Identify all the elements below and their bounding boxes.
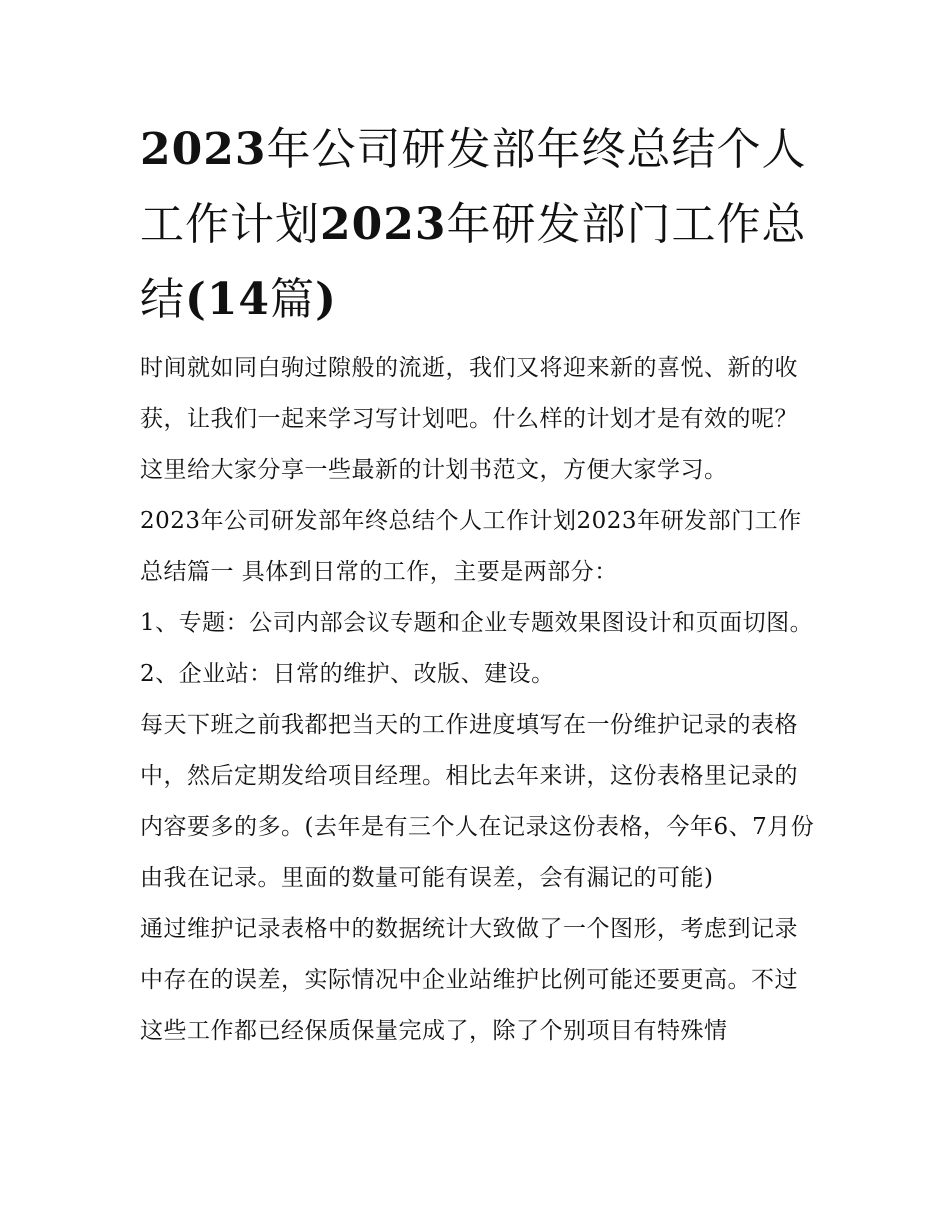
title-part: 2023 (320, 199, 447, 250)
title-part: ) (315, 274, 337, 325)
title-part: (14 (185, 274, 271, 325)
document-page (140, 112, 820, 1057)
paragraph-intro: 时间就如同白驹过隙般的流逝，我们又将迎来新的喜悦、新的收获，让我们一起来学习写计划吧。什么样的计划才是有效的呢？这里给大家分享一些最新的计划书范文，方便大家学习。 (140, 355, 798, 483)
paragraph-daily-records: 每天下班之前我都把当天的工作进度填写在一份维护记录的表格中，然后定期发给项目经理。相比去年来讲，这份表格里记录的内容要多的多。(去年是有三个人在记录这份表格，今年6、7月份由我在记录。里面的数量可能有误差，会有漏记的可能) (140, 712, 815, 891)
document-title (140, 112, 820, 337)
title-part: 年公司研发部年终总结个人工作计划 (140, 124, 807, 250)
title-part: 年研发部门工作总结 (140, 199, 807, 325)
paragraph-section-heading: 2023年公司研发部年终总结个人工作计划2023年研发部门工作总结篇一 具体到日常的工作，主要是两部分： (140, 508, 802, 585)
paragraph-work-items: 1、专题：公司内部会议专题和企业专题效果图设计和页面切图。 2、企业站：日常的维护、改版、建设。 (140, 610, 814, 687)
title-part: 篇 (270, 274, 316, 325)
title-part: 2023 (140, 124, 267, 175)
paragraph-statistics: 通过维护记录表格中的数据统计大致做了一个图形，考虑到记录中存在的误差，实际情况中企业站维护比例可能还要更高。不过这些工作都已经保质保量完成了，除了个别项目有特殊情 (140, 916, 798, 1044)
